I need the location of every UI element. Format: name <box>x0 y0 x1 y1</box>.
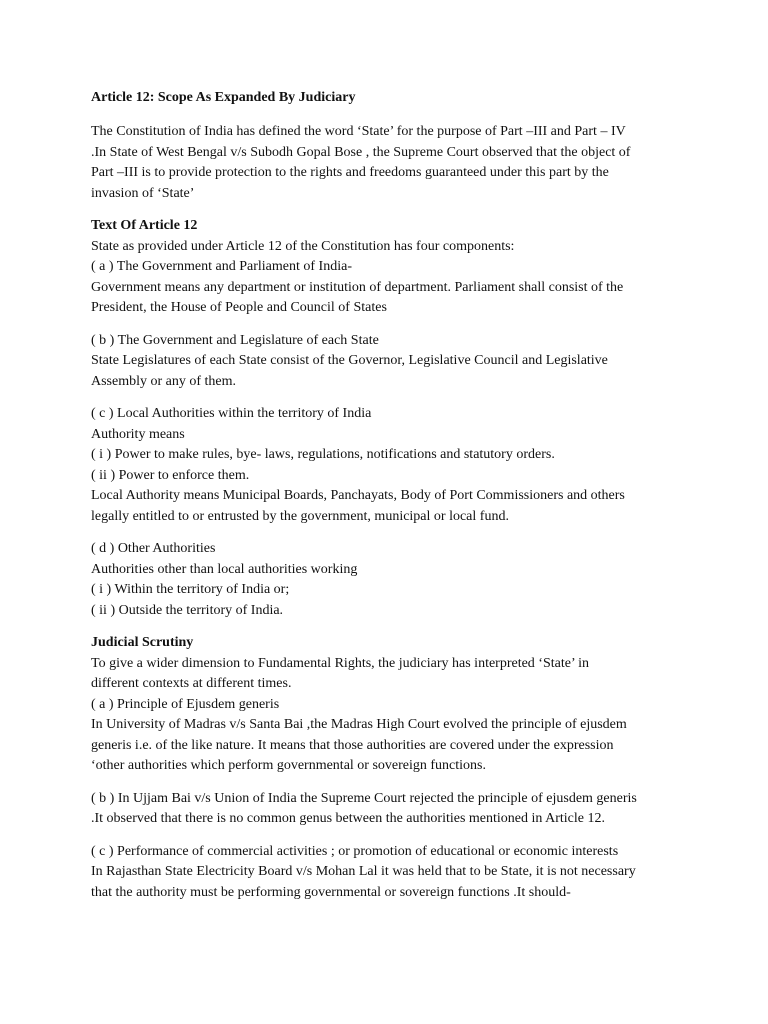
text-line: In University of Madras v/s Santa Bai ,the Madras High Court evolved the principle of ejusdem <box>91 717 627 732</box>
text-line: generis i.e. of the like nature. It means that those authorities are covered under the expression <box>91 737 614 753</box>
text-line: .It observed that there is no common genus between the authorities mentioned in Article 12. <box>91 811 605 826</box>
text-line: In Rajasthan State Electricity Board v/s Mohan Lal it was held that to be State, it is not necessary <box>91 864 636 879</box>
text-line: ( c ) Performance of commercial activities ; or promotion of educational or economic interests <box>91 843 619 859</box>
paragraph <box>91 331 712 393</box>
text-line: Authority means <box>91 426 185 442</box>
section-heading: Judicial Scrutiny <box>91 635 194 650</box>
text-line: To give a wider dimension to Fundamental Rights, the judiciary has interpreted ‘State’ in <box>91 655 589 671</box>
text-line: President, the House of People and Council of States <box>91 300 387 315</box>
text-line: ( i ) Within the territory of India or; <box>91 582 290 597</box>
paragraph <box>91 633 712 777</box>
text-line: ( b ) In Ujjam Bai v/s Union of India the Supreme Court rejected the principle of ejusdem generis <box>91 790 637 806</box>
text-line: different contexts at different times. <box>91 676 292 691</box>
text-line: that the authority must be performing governmental or sovereign functions .It should- <box>91 884 571 900</box>
text-line: ( ii ) Outside the territory of India. <box>91 602 284 618</box>
text-line: ( b ) The Government and Legislature of each State <box>91 332 379 348</box>
text-line: ‘other authorities which perform governmental or sovereign functions. <box>91 758 486 773</box>
page-title: Article 12: Scope As Expanded By Judiciary <box>91 90 356 105</box>
text-line: ( d ) Other Authorities <box>91 541 216 556</box>
paragraph <box>91 789 712 830</box>
paragraph <box>91 539 712 621</box>
text-line: legally entitled to or entrusted by the government, municipal or local fund. <box>91 508 509 524</box>
text-line: ( a ) Principle of Ejusdem generis <box>91 696 280 712</box>
text-line: invasion of ‘State’ <box>91 185 195 201</box>
text-line: ( c ) Local Authorities within the territory of India <box>91 406 372 421</box>
text-line: ( a ) The Government and Parliament of India- <box>91 259 352 274</box>
paragraph <box>91 216 712 319</box>
text-line: Local Authority means Municipal Boards, Panchayats, Body of Port Commissioners and others <box>91 488 625 503</box>
text-line: ( i ) Power to make rules, bye- laws, regulations, notifications and statutory orders. <box>91 447 555 462</box>
paragraph <box>91 404 712 527</box>
text-line: Government means any department or institution of department. Parliament shall consist of the <box>91 279 624 295</box>
document-body <box>91 122 712 903</box>
text-line: Authorities other than local authorities working <box>91 561 358 577</box>
text-line: State Legislatures of each State consist of the Governor, Legislative Council and Legislative <box>91 353 608 368</box>
text-line: Assembly or any of them. <box>91 373 237 389</box>
paragraph <box>91 122 712 204</box>
text-line: The Constitution of India has defined the word ‘State’ for the purpose of Part –III and Part – IV <box>91 124 626 139</box>
text-line: ( ii ) Power to enforce them. <box>91 467 250 483</box>
section-heading: Text Of Article 12 <box>91 218 198 233</box>
text-line: Part –III is to provide protection to the rights and freedoms guaranteed under this part by the <box>91 165 609 180</box>
text-line: .In State of West Bengal v/s Subodh Gopal Bose , the Supreme Court observed that the object of <box>91 144 631 160</box>
text-line: State as provided under Article 12 of the Constitution has four components: <box>91 238 515 254</box>
paragraph <box>91 842 712 904</box>
